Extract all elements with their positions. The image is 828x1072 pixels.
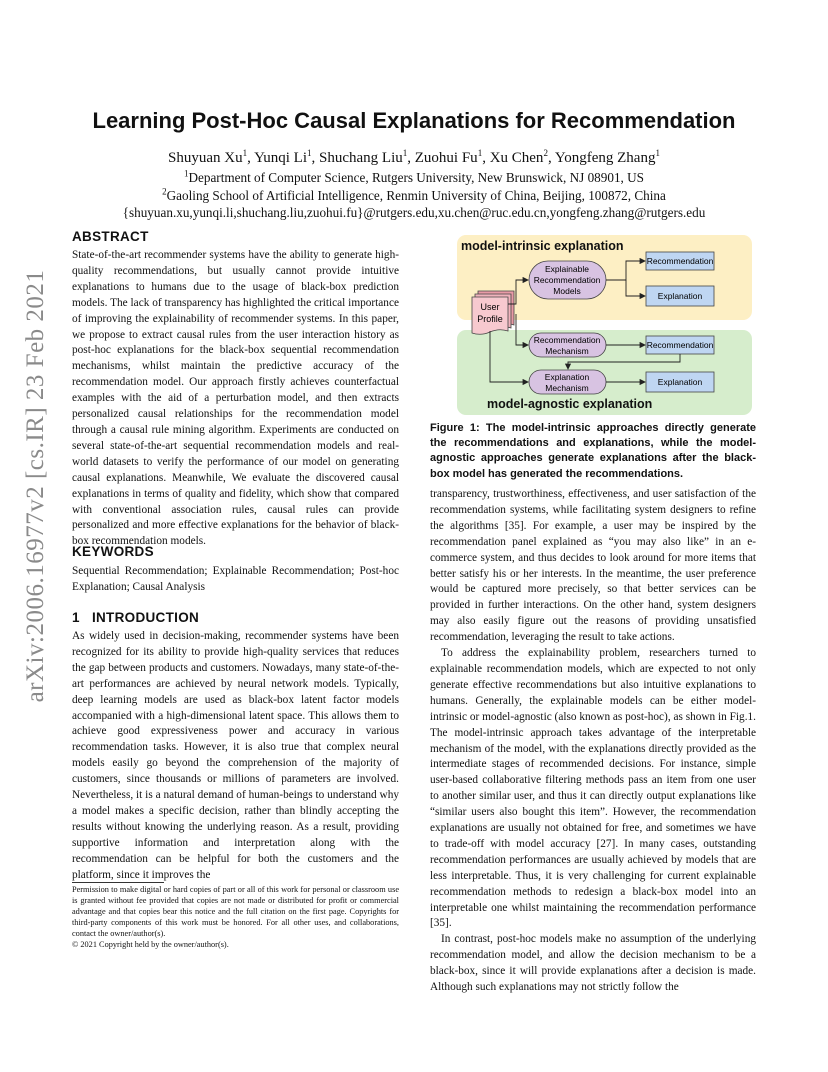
output-recommendation-bottom — [646, 336, 714, 354]
author-sup: 1 — [307, 148, 312, 158]
affiliation-1 — [0, 170, 828, 186]
author-sup: 1 — [242, 148, 248, 158]
affil-sup: 1 — [183, 168, 189, 179]
keywords-heading: KEYWORDS — [72, 544, 154, 559]
user-profile-label-2: Profile — [477, 314, 503, 324]
figure-1-caption — [430, 421, 756, 482]
intro-text: As widely used in decision-making, recommender systems have been recognized for its ability to provide high-quality services that reduces the gap between products and customers. Nowadays, many state-of-the-art performances are achieved by neural network models. Typically, deep learning models are used as black-box latent factor models accompanied with a high-dimensional latent space. This allows them to achieve good expressiveness power and accuracy in various recommendation tasks. However, it is also true that complex neural models easily go beyond the comprehension of the majority of customers, since thousands or millions of parameters are involved. Nevertheless, it is a natural demand of human-beings to understand why a model makes a specific decision, rather than blindly accepting the results without knowing the underlying reason. As a result, providing supportive information and interpretation along with the recommendation can be helpful for both the customers and the platform, since it improves the — [72, 630, 399, 881]
box-text: Recommendation — [646, 340, 714, 350]
caption-text: Figure 1: The model-intrinsic approaches directly generate the recommendations and explanations, while the model-agnostic approaches generate explanations after the black-box model has generated the recommendations. — [430, 422, 756, 480]
rec-mechanism-node — [529, 333, 606, 357]
node-text: Explainable — [545, 264, 589, 274]
keywords-text: Sequential Recommendation; Explainable Recommendation; Post-hoc Explanation; Causal Analysis — [72, 565, 399, 593]
user-profile-label-1: User — [480, 302, 500, 312]
author: Yongfeng Zhang — [554, 150, 656, 166]
author-sup: 2 — [543, 148, 548, 158]
author-list: Shuyuan Xu$^1$, Yunqi Li$^1$, Shuchang Liu$^1$, Zuohui Fu$^1$, Xu Chen$^2$, Yongfeng Zhang$^1$ — [168, 148, 660, 166]
copyright-footnote — [72, 884, 399, 950]
abstract-section — [72, 229, 399, 550]
arxiv-stamp: arXiv:2006.16977v2 [cs.IR] 23 Feb 2021 — [22, 269, 49, 703]
abstract-heading: ABSTRACT — [72, 229, 149, 244]
node-text: Mechanism — [545, 346, 589, 356]
node-text: Models — [553, 286, 581, 296]
box-text: Explanation — [657, 291, 703, 301]
affiliation-2 — [0, 188, 828, 204]
footnote-rule — [72, 882, 164, 883]
user-profile-doc — [472, 291, 514, 334]
author-sup: 1 — [477, 148, 483, 158]
author: Shuchang Liu — [319, 150, 403, 166]
explainable-models-node — [529, 261, 606, 299]
node-text: Recommendation — [533, 335, 601, 345]
intro-heading: 1 INTRODUCTION — [72, 610, 200, 625]
abstract-text: State-of-the-art recommender systems have the ability to generate high-quality recommendations, but usually cannot provide intuitive explanations to humans due to the usage of black-box prediction models. The lack of transparency has highlighted the critical importance of improving the explainability of recommender systems. In this paper, we propose to extract causal rules from the user interaction history as post-hoc explanations for the black-box sequential recommendation mechanisms, whilst maintain the predictive accuracy of the recommendation model. Our approach firstly achieves counterfactual examples with the aid of a perturbation model, and then extracts personalized causal relationships for the recommendation model through a causal rule mining algorithm. Experiments are conducted on several state-of-the-art sequential recommendation models and real-world datasets to verify the performance of our model on generating causal explanations. Meanwhile, We evaluate the discovered causal explanations in terms of quality and fidelity, which show that compared with conventional association rules, causal rules can provide personalized and more effective explanations for the behavior of black-box recommendation models. — [72, 249, 399, 548]
figure-1-diagram — [456, 234, 753, 416]
paragraph: To address the explainability problem, researchers turned to explainable recommendation models, which are expected to not only generate effective recommendations but also intuitive explanations to humans. Generally, the explainable models can be either model-intrinsic or model-agnostic (also known as post-hoc), as shown in Fig.1. The model-intrinsic approach takes advantage of the interpretable mechanism of the model, with the explanations directly provided as the intermediate stages of recommended decisions. For instance, simple user-based collaborative filtering methods pass an item from one user to another similar user, and thus it can directly output explanations like “similar users also bought this item”. However, the recommendation explanations are usually not obtained for free, and sometimes we have to trade-off with model accuracy [27]. In many cases, outstanding recommendation performances are usually achieved by models that are less interpretable. Thus, it is very challenging for current explainable recommendation methods to redesign a black-box model into an interpretable one whilst maintaining the recommendation performance [35]. — [430, 647, 756, 930]
intro-section — [72, 610, 399, 884]
box-text: Explanation — [657, 377, 703, 387]
copyright-line: © 2021 Copyright held by the owner/author(s). — [72, 940, 229, 949]
permission-text: Permission to make digital or hard copies of part or all of this work for personal or classroom use is granted without fee provided that copies are not made or distributed for profit or commercial advantage and that copies bear this notice and the full citation on the first page. Copyrights for third-party components of this work must be honored. For all other uses, and collaborations, contact the owner/author(s). — [72, 885, 399, 938]
node-text: Explanation — [544, 372, 590, 382]
affil-text: Department of Computer Science, Rutgers University, New Brunswick, NJ 08901, US — [188, 170, 644, 185]
author-sup: 1 — [402, 148, 408, 158]
paragraph: In contrast, post-hoc models make no assumption of the underlying recommendation model, and allow the decision mechanism to be a black-box, since it will provide explanations after a decision is made. Although such explanations may not strictly follow the — [430, 933, 756, 994]
author: Yunqi Li — [254, 150, 307, 166]
author-sup: 1 — [655, 148, 660, 158]
affil-text: Gaoling School of Artificial Intelligence, Renmin University of China, Beijing, 100872, China — [166, 188, 666, 203]
node-text: Mechanism — [545, 383, 589, 393]
agnostic-label: model-agnostic explanation — [487, 397, 653, 411]
exp-mechanism-node — [529, 370, 606, 394]
author: Shuyuan Xu — [168, 150, 243, 166]
paragraph: transparency, trustworthiness, effectiveness, and user satisfaction of the recommendation systems, while facilitating system designers to refine the algorithms [35]. For example, a user may be inspired by the recommendation panel explained as “you may also like” in an e-commerce system, and thus decides to look around for more items that better satisfy his or her interests. In the meantime, the user preference would be captured more precisely, so that better services can be provided in further interactions. On the other hand, system designers may also easily figure out the reasons of providing unsatisfied recommendation, leveraging the result to take actions. — [430, 488, 756, 644]
output-recommendation-top — [646, 252, 714, 270]
author: Zuohui Fu — [414, 150, 478, 166]
author-emails: {shuyuan.xu,yunqi.li,shuchang.liu,zuohui.fu}@rutgers.edu,xu.chen@ruc.edu.cn,yongfeng.zhang@rutgers.edu — [122, 205, 706, 220]
node-text: Recommendation — [533, 275, 601, 285]
paper-title: Learning Post-Hoc Causal Explanations for Recommendation — [92, 108, 736, 133]
output-explanation-top — [646, 286, 714, 306]
output-explanation-bottom — [646, 372, 714, 392]
author: Xu Chen — [489, 150, 544, 166]
intrinsic-label: model-intrinsic explanation — [461, 239, 624, 253]
keywords-section — [72, 544, 399, 596]
box-text: Recommendation — [646, 256, 714, 266]
right-column-text — [430, 487, 756, 996]
affil-sup: 2 — [162, 186, 167, 197]
